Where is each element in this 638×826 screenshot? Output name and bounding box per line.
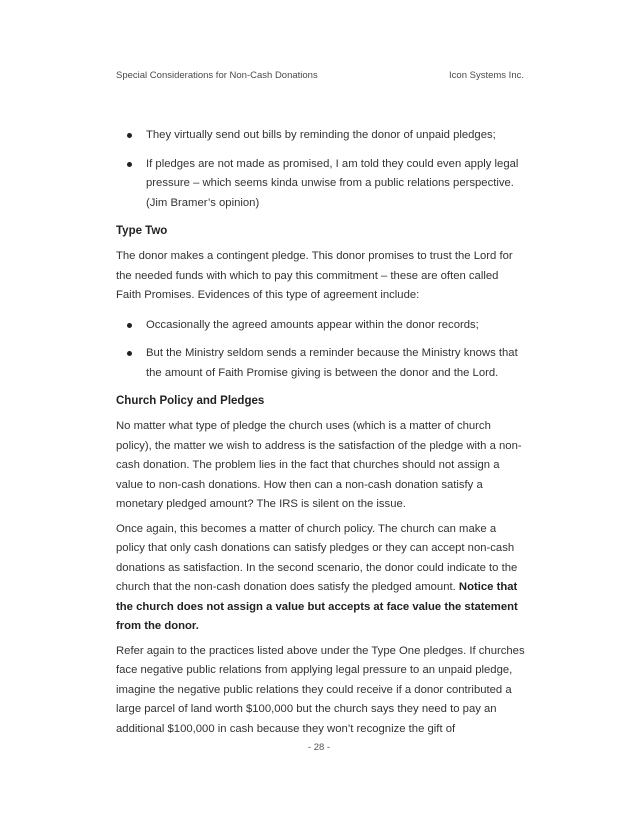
policy-paragraph-2 — [116, 520, 526, 637]
bullet-icon — [127, 351, 132, 356]
list-item-text: If pledges are not made as promised, I am told they could even apply legal pressure – which seems kinda unwise from a public relations perspective. (Jim Bramer’s opinion) — [146, 157, 519, 209]
list-item-text: But the Ministry seldom sends a reminder because the Ministry knows that the amount of Faith Promise giving is between the donor and the Lord. — [146, 347, 518, 379]
list-item — [116, 155, 526, 214]
type-one-practices-list — [116, 126, 526, 213]
list-item-text: They virtually send out bills by reminding the donor of unpaid pledges; — [146, 129, 496, 141]
type-two-evidence-list — [116, 316, 526, 384]
type-two-heading: Type Two — [116, 225, 168, 237]
page-number: - 28 - — [307, 742, 331, 753]
page-body — [116, 126, 526, 744]
policy-paragraph-3: Refer again to the practices listed above under the Type One pledges. If churches face negative public relations from applying legal pressure to an unpaid pledge, imagine the negative public relations they could receive if a donor contributed a large parcel of land worth $100,000 but the church says they need to pay an additional $100,000 in cash because they won’t recognize the gift of — [116, 644, 525, 735]
policy-paragraph-2-emphasis: Notice that the church does not assign a value but accepts at face value the statement from the donor. — [116, 581, 518, 632]
list-item — [116, 316, 526, 336]
list-item-text: Occasionally the agreed amounts appear within the donor records; — [146, 318, 479, 331]
church-policy-heading: Church Policy and Pledges — [116, 395, 265, 407]
type-two-paragraph: The donor makes a contingent pledge. This donor promises to trust the Lord for the needed funds with which to pay this commitment – these are often called Faith Promises. Evidences of this type of agreement include: — [116, 250, 513, 301]
bullet-icon — [127, 162, 132, 167]
policy-paragraph-1: No matter what type of pledge the church uses (which is a matter of church policy), the matter we wish to address is the satisfaction of the pledge with a non-cash donation. The problem lies in the fact that churches should not assign a value to non-cash donations. How then can a non-cash donation satisfy a monetary pledged amount? The IRS is silent on the issue. — [116, 420, 522, 510]
header-document-title: Special Considerations for Non-Cash Donations — [116, 70, 318, 81]
header-company-name: Icon Systems Inc. — [449, 70, 524, 81]
bullet-icon — [127, 133, 132, 138]
list-item — [116, 126, 526, 146]
policy-paragraph-2-text: Once again, this becomes a matter of church policy. The church can make a policy that only cash donations can satisfy pledges or they can accept non-cash donations as satisfaction. In the second scenario, the donor could indicate to the church that the non-cash donation does satisfy the pledged amount. — [116, 522, 518, 593]
list-item — [116, 344, 526, 383]
bullet-icon — [127, 323, 132, 328]
